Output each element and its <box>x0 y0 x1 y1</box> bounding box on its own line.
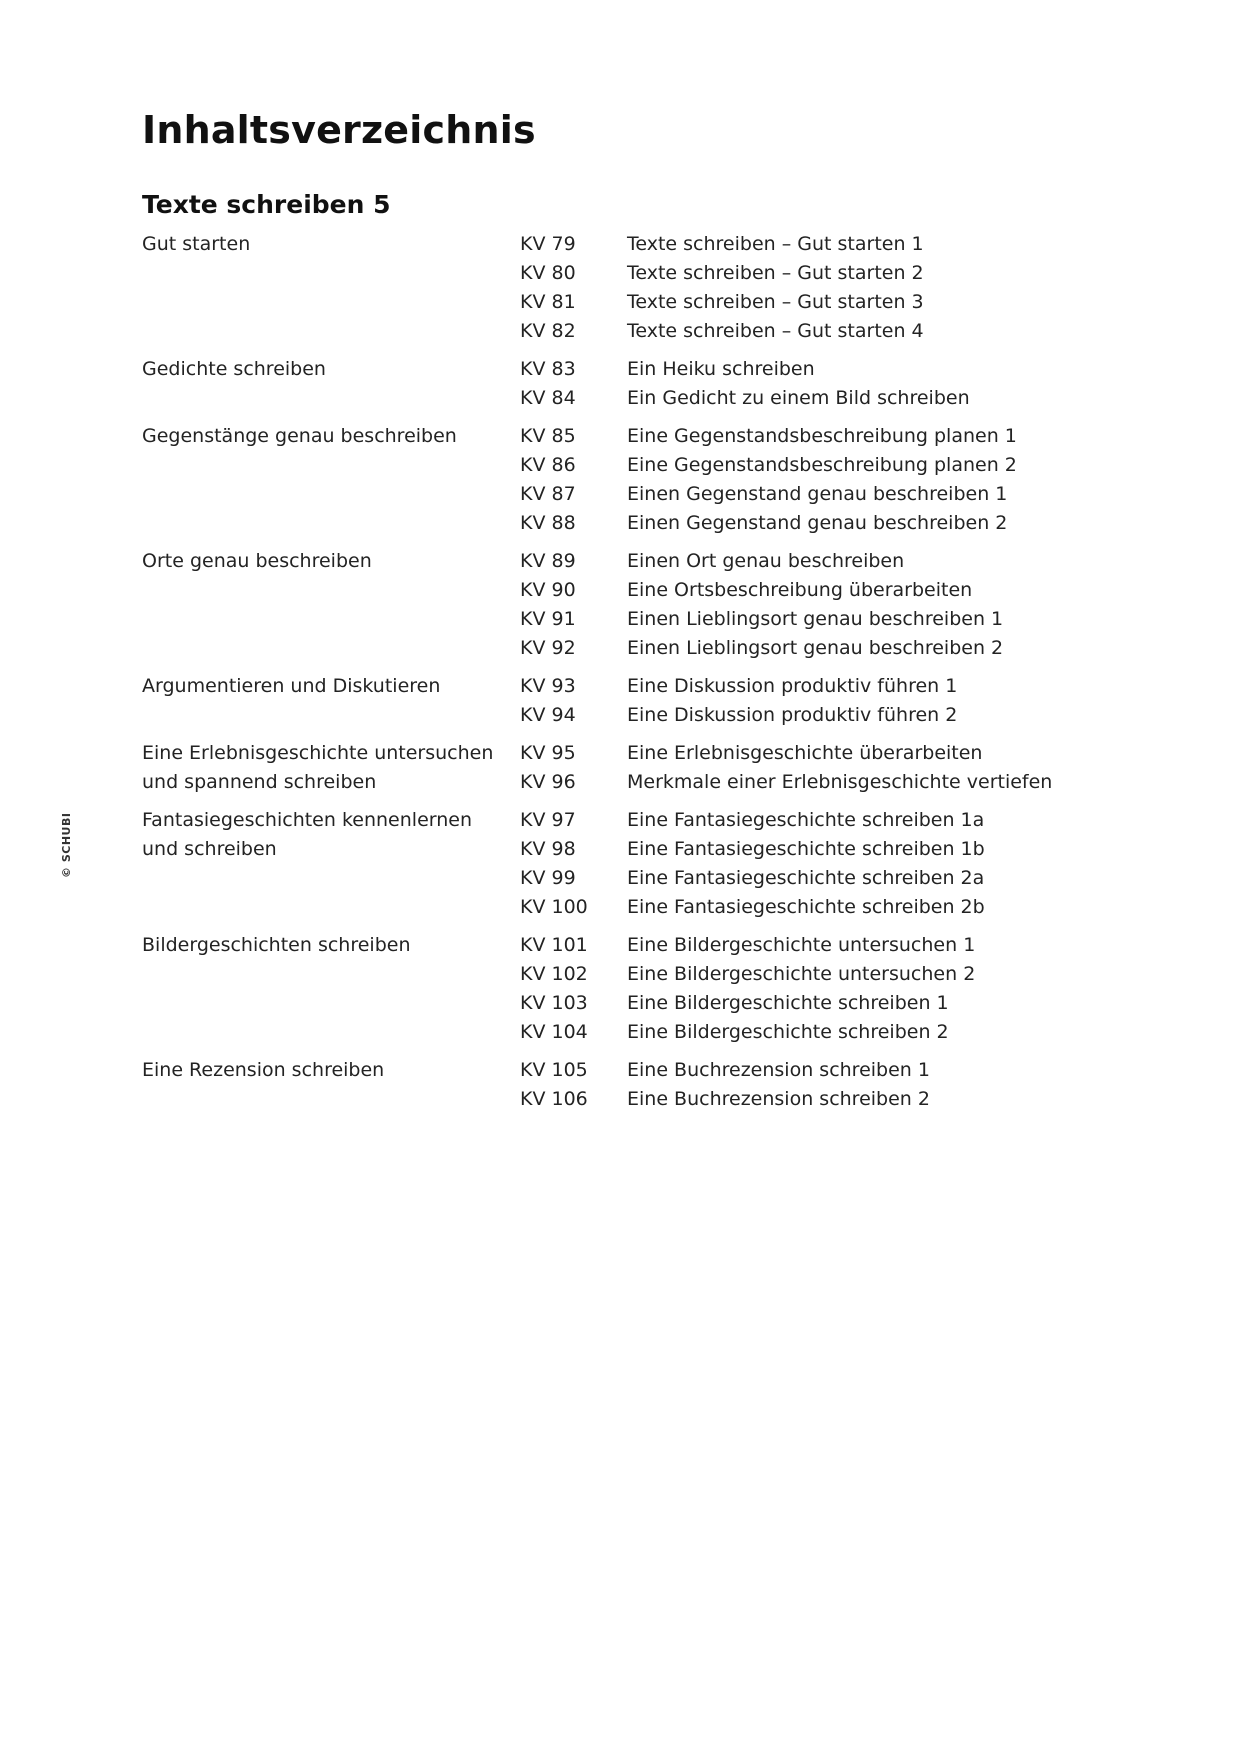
toc-entry <box>520 384 970 413</box>
toc-group <box>142 1056 1082 1114</box>
toc-group <box>142 422 1082 538</box>
kv-number: KV 98 <box>520 838 576 860</box>
entry-title: Eine Fantasiegeschichte schreiben 1b <box>627 838 985 860</box>
toc-entry <box>520 672 957 701</box>
toc-group <box>142 230 1082 346</box>
entry-title: Eine Gegenstandsbeschreibung planen 2 <box>627 454 1017 476</box>
entry-title: Eine Fantasiegeschichte schreiben 2b <box>627 896 985 918</box>
toc-entries <box>520 739 1052 797</box>
kv-number: KV 82 <box>520 320 576 342</box>
entry-title: Eine Bildergeschichte untersuchen 2 <box>627 963 976 985</box>
toc-group <box>142 355 1082 413</box>
toc-entry <box>520 634 1003 663</box>
toc-entry <box>520 739 1052 768</box>
entry-title: Einen Ort genau beschreiben <box>627 550 905 572</box>
kv-number: KV 87 <box>520 483 576 505</box>
kv-number: KV 106 <box>520 1088 588 1110</box>
toc-entry <box>520 547 1003 576</box>
entry-title: Texte schreiben – Gut starten 3 <box>627 291 924 313</box>
toc-entry <box>520 230 924 259</box>
toc-topic: Orte genau beschreiben <box>142 550 372 572</box>
kv-number: KV 80 <box>520 262 576 284</box>
toc-topic: Gegenstänge genau beschreiben <box>142 425 457 447</box>
entry-title: Einen Lieblingsort genau beschreiben 2 <box>627 637 1004 659</box>
toc-entry <box>520 864 985 893</box>
entry-title: Eine Erlebnisgeschichte überarbeiten <box>627 742 983 764</box>
entry-title: Eine Fantasiegeschichte schreiben 1a <box>627 809 985 831</box>
entry-title: Eine Bildergeschichte schreiben 2 <box>627 1021 949 1043</box>
toc-entry <box>520 422 1017 451</box>
toc-entries <box>520 230 924 346</box>
toc-entry <box>520 989 975 1018</box>
toc-group <box>142 739 1082 797</box>
entry-title: Eine Diskussion produktiv führen 2 <box>627 704 958 726</box>
toc-topic: Fantasiegeschichten kennenlernen und schreiben <box>142 809 473 860</box>
kv-number: KV 96 <box>520 771 576 793</box>
toc-entry <box>520 605 1003 634</box>
toc-entry <box>520 931 975 960</box>
toc-entries <box>520 931 975 1047</box>
kv-number: KV 105 <box>520 1059 588 1081</box>
kv-number: KV 91 <box>520 608 576 630</box>
toc-topic: Bildergeschichten schreiben <box>142 934 411 956</box>
toc-entries <box>520 672 957 730</box>
toc-entry <box>520 835 985 864</box>
entry-title: Ein Heiku schreiben <box>627 358 815 380</box>
kv-number: KV 83 <box>520 358 576 380</box>
toc-entry <box>520 288 924 317</box>
toc-entry <box>520 1085 930 1114</box>
entry-title: Eine Gegenstandsbeschreibung planen 1 <box>627 425 1017 447</box>
toc-entry <box>520 701 957 730</box>
kv-number: KV 86 <box>520 454 576 476</box>
toc-entry <box>520 576 1003 605</box>
entry-title: Eine Ortsbeschreibung überarbeiten <box>627 579 973 601</box>
section-title: Texte schreiben 5 <box>142 190 391 219</box>
toc-group <box>142 547 1082 663</box>
kv-number: KV 102 <box>520 963 588 985</box>
toc-entry <box>520 960 975 989</box>
entry-title: Texte schreiben – Gut starten 1 <box>627 233 924 255</box>
toc-entry <box>520 259 924 288</box>
toc-topic: Gedichte schreiben <box>142 358 326 380</box>
table-of-contents <box>142 230 1082 1123</box>
kv-number: KV 84 <box>520 387 576 409</box>
kv-number: KV 89 <box>520 550 576 572</box>
entry-title: Ein Gedicht zu einem Bild schreiben <box>627 387 970 409</box>
toc-topic: Gut starten <box>142 233 251 255</box>
toc-entries <box>520 1056 930 1114</box>
kv-number: KV 92 <box>520 637 576 659</box>
kv-number: KV 101 <box>520 934 588 956</box>
kv-number: KV 103 <box>520 992 588 1014</box>
entry-title: Merkmale einer Erlebnisgeschichte vertiefen <box>627 771 1053 793</box>
toc-topic: Eine Erlebnisgeschichte untersuchen und spannend schreiben <box>142 742 494 793</box>
entry-title: Einen Gegenstand genau beschreiben 1 <box>627 483 1008 505</box>
toc-topic: Eine Rezension schreiben <box>142 1059 385 1081</box>
copyright-notice: © SCHUBI <box>60 812 73 878</box>
toc-entry <box>520 509 1017 538</box>
kv-number: KV 90 <box>520 579 576 601</box>
toc-entry <box>520 451 1017 480</box>
kv-number: KV 79 <box>520 233 576 255</box>
entry-title: Texte schreiben – Gut starten 2 <box>627 262 924 284</box>
toc-entry <box>520 1056 930 1085</box>
kv-number: KV 97 <box>520 809 576 831</box>
toc-group <box>142 806 1082 922</box>
entry-title: Einen Lieblingsort genau beschreiben 1 <box>627 608 1004 630</box>
kv-number: KV 88 <box>520 512 576 534</box>
kv-number: KV 104 <box>520 1021 588 1043</box>
toc-entries <box>520 422 1017 538</box>
entry-title: Eine Bildergeschichte untersuchen 1 <box>627 934 976 956</box>
kv-number: KV 81 <box>520 291 576 313</box>
toc-entry <box>520 355 970 384</box>
kv-number: KV 99 <box>520 867 576 889</box>
entry-title: Einen Gegenstand genau beschreiben 2 <box>627 512 1008 534</box>
toc-topic: Argumentieren und Diskutieren <box>142 675 441 697</box>
toc-entry <box>520 317 924 346</box>
toc-entry <box>520 480 1017 509</box>
toc-entry <box>520 768 1052 797</box>
toc-entry <box>520 893 985 922</box>
toc-entries <box>520 355 970 413</box>
entry-title: Eine Bildergeschichte schreiben 1 <box>627 992 949 1014</box>
kv-number: KV 94 <box>520 704 576 726</box>
entry-title: Eine Diskussion produktiv führen 1 <box>627 675 958 697</box>
kv-number: KV 85 <box>520 425 576 447</box>
entry-title: Eine Buchrezension schreiben 1 <box>627 1059 930 1081</box>
kv-number: KV 93 <box>520 675 576 697</box>
toc-group <box>142 931 1082 1047</box>
toc-entry <box>520 1018 975 1047</box>
kv-number: KV 100 <box>520 896 588 918</box>
entry-title: Texte schreiben – Gut starten 4 <box>627 320 924 342</box>
toc-entry <box>520 806 985 835</box>
toc-entries <box>520 547 1003 663</box>
entry-title: Eine Fantasiegeschichte schreiben 2a <box>627 867 985 889</box>
entry-title: Eine Buchrezension schreiben 2 <box>627 1088 930 1110</box>
page-title: Inhaltsverzeichnis <box>142 108 536 152</box>
kv-number: KV 95 <box>520 742 576 764</box>
toc-group <box>142 672 1082 730</box>
toc-entries <box>520 806 985 922</box>
